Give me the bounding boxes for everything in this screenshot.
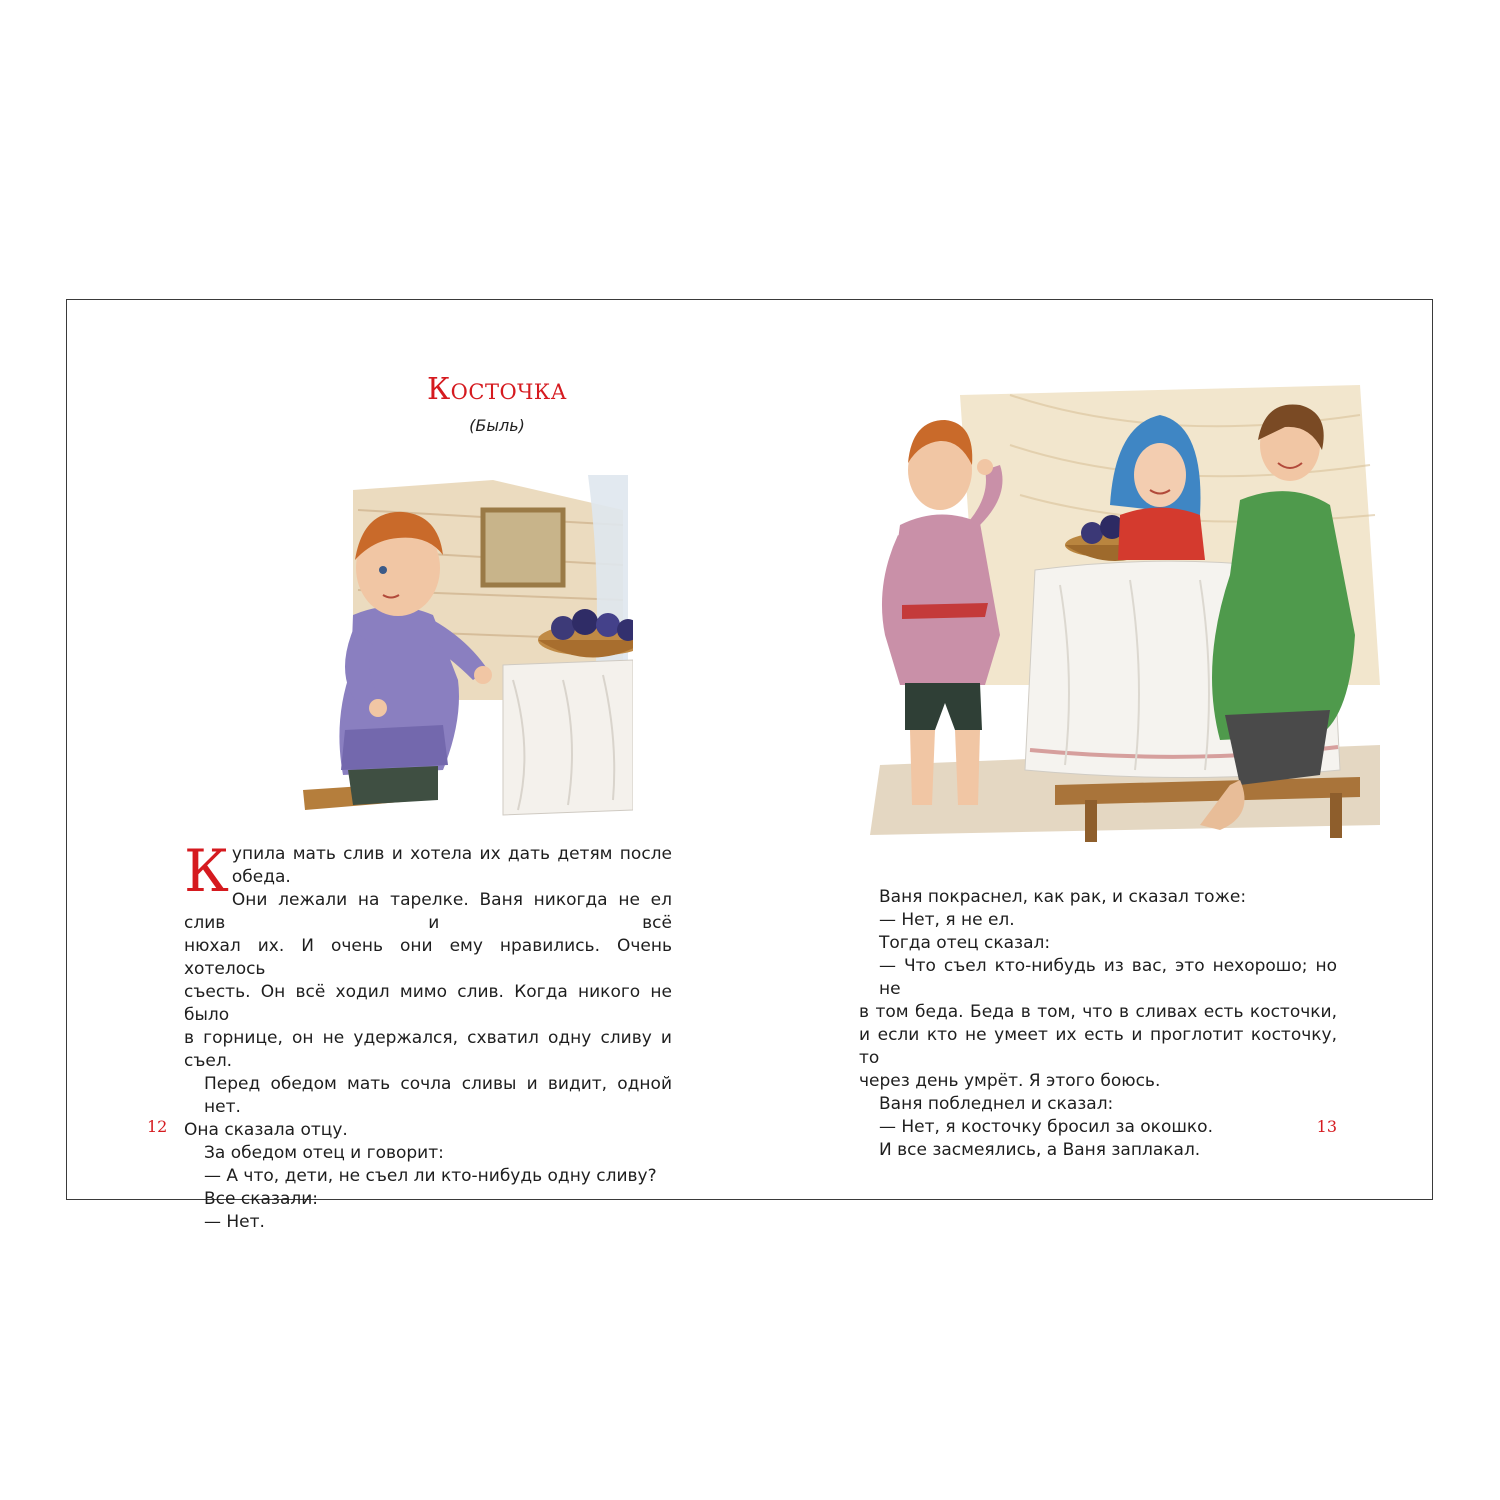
text-line: Ваня побледнел и сказал:: [879, 1094, 1114, 1114]
text-line: — Нет, я не ел.: [879, 910, 1015, 930]
text-line: Они лежали на тарелке. Ваня никогда не ел слив и всё: [184, 890, 672, 933]
left-page: [67, 300, 750, 1232]
text-line: через день умрёт. Я этого боюсь.: [859, 1071, 1161, 1091]
text-line: и если кто не умеет их есть и проглотит косточку, то: [859, 1025, 1337, 1068]
text-line: Она сказала отцу.: [184, 1120, 348, 1140]
text-line: Все сказали:: [204, 1189, 319, 1209]
text-line: съесть. Он всё ходил мимо слив. Когда никого не было: [184, 982, 672, 1025]
text-line: За обедом отец и говорит:: [204, 1143, 444, 1163]
text-line: И все засмеялись, а Ваня заплакал.: [879, 1140, 1201, 1160]
text-line: Перед обедом мать сочла сливы и видит, одной нет.: [204, 1074, 672, 1117]
left-page-text: [184, 837, 672, 1234]
illustration-children-at-table: [860, 385, 1380, 845]
text-line: в том беда. Беда в том, что в сливах есть косточки,: [859, 1002, 1337, 1022]
text-line: в горнице, он не удержался, схватил одну сливу и съел.: [184, 1028, 672, 1071]
text-line: — Нет, я косточку бросил за окошко.: [879, 1117, 1213, 1137]
page-number: 12: [147, 1117, 168, 1136]
illustration-boy-with-plums: [233, 470, 633, 830]
drop-cap: К: [184, 837, 229, 905]
text-line: Тогда отец сказал:: [879, 933, 1051, 953]
text-line: — Нет.: [204, 1212, 265, 1232]
text-line: нюхал их. И очень они ему нравились. Очень хотелось: [184, 936, 672, 979]
book-spread: [66, 299, 1433, 1232]
story-title: Косточка: [426, 372, 568, 407]
right-page-text: [859, 886, 1337, 1162]
text-line: — Что съел кто-нибудь из вас, это нехорошо; но не: [879, 956, 1337, 999]
story-subtitle: (Быль): [469, 416, 525, 435]
page-number: 13: [1316, 1117, 1337, 1136]
text-line: Ваня покраснел, как рак, и сказал тоже:: [879, 887, 1247, 907]
right-page: [750, 300, 1433, 1199]
text-line: — А что, дети, не съел ли кто-нибудь одну сливу?: [204, 1166, 657, 1186]
text-line: упила мать слив и хотела их дать детям после обеда.: [231, 844, 672, 887]
